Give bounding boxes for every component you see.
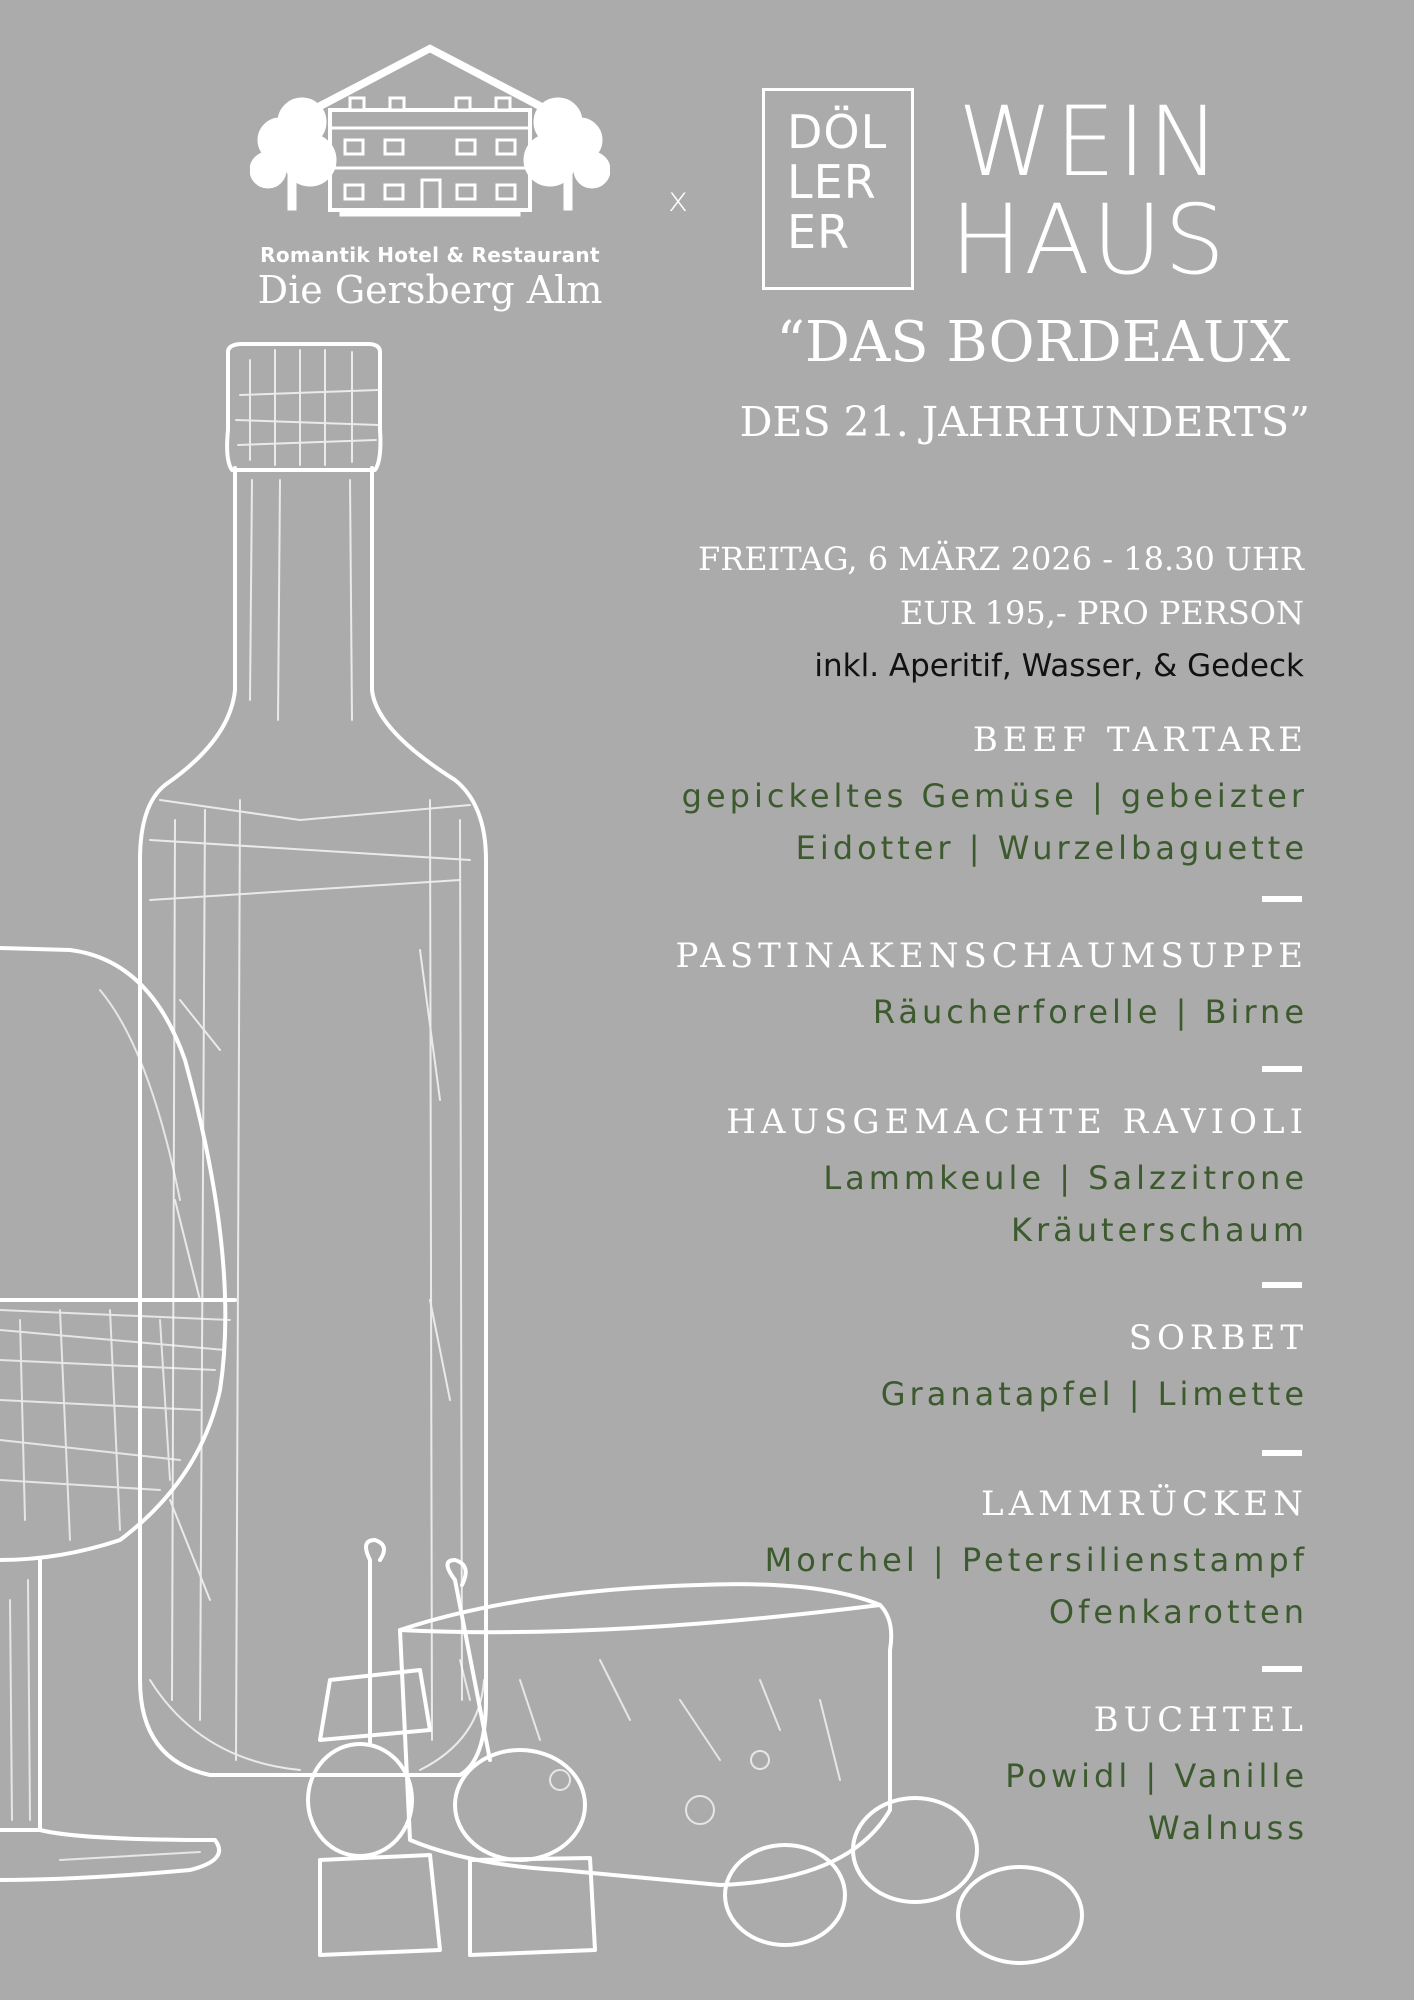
course-title: BEEF TARTARE <box>972 720 1308 760</box>
cheese-block-sketch <box>400 1584 891 1885</box>
course-desc-line: Morchel | Petersilienstampf <box>764 1541 1308 1579</box>
event-title-line-2: DES 21. JAHRHUNDERTS” <box>739 398 1310 446</box>
course-desc-line: Kräuterschaum <box>1010 1211 1308 1249</box>
dollerer-logo-box <box>762 88 914 290</box>
weinhaus-line-1: WEIN <box>958 86 1222 198</box>
course-divider <box>1262 896 1302 902</box>
dollerer-line-2: LER <box>787 155 877 209</box>
olives-sketch <box>308 1540 1082 1963</box>
event-date: FREITAG, 6 MÄRZ 2026 - 18.30 UHR <box>697 540 1304 578</box>
event-title-line-1: “DAS BORDEAUX <box>776 310 1290 375</box>
hotel-name: Die Gersberg Alm <box>257 268 603 312</box>
dollerer-line-1: DÖL <box>787 105 888 159</box>
course-desc-line: Granatapfel | Limette <box>880 1375 1308 1413</box>
hotel-subtitle: Romantik Hotel & Restaurant <box>260 243 600 267</box>
course-title: LAMMRÜCKEN <box>981 1484 1308 1524</box>
course-desc-line: Powidl | Vanille <box>1005 1757 1308 1795</box>
course-title: HAUSGEMACHTE RAVIOLI <box>726 1102 1308 1142</box>
course-desc-line: Lammkeule | Salzzitrone <box>823 1159 1308 1197</box>
course-desc-line: gepickeltes Gemüse | gebeizter <box>681 777 1308 815</box>
dollerer-line-3: ER <box>787 205 851 259</box>
wine-glass-sketch <box>0 948 235 1880</box>
course-desc-line: Ofenkarotten <box>1048 1593 1308 1631</box>
collaboration-separator: x <box>668 180 689 220</box>
course-desc-line: Räucherforelle | Birne <box>872 993 1308 1031</box>
course-desc-line: Walnuss <box>1148 1809 1308 1847</box>
event-included: inkl. Aperitif, Wasser, & Gedeck <box>814 648 1304 684</box>
event-price: EUR 195,- PRO PERSON <box>900 594 1304 632</box>
course-title: PASTINAKENSCHAUMSUPPE <box>675 936 1308 976</box>
course-title: BUCHTEL <box>1093 1700 1308 1740</box>
course-divider <box>1262 1450 1302 1456</box>
course-desc-line: Eidotter | Wurzelbaguette <box>795 829 1308 867</box>
weinhaus-line-2: HAUS <box>950 184 1228 296</box>
course-divider <box>1262 1666 1302 1672</box>
course-title: SORBET <box>1128 1318 1308 1358</box>
course-divider <box>1262 1282 1302 1288</box>
course-divider <box>1262 1066 1302 1072</box>
